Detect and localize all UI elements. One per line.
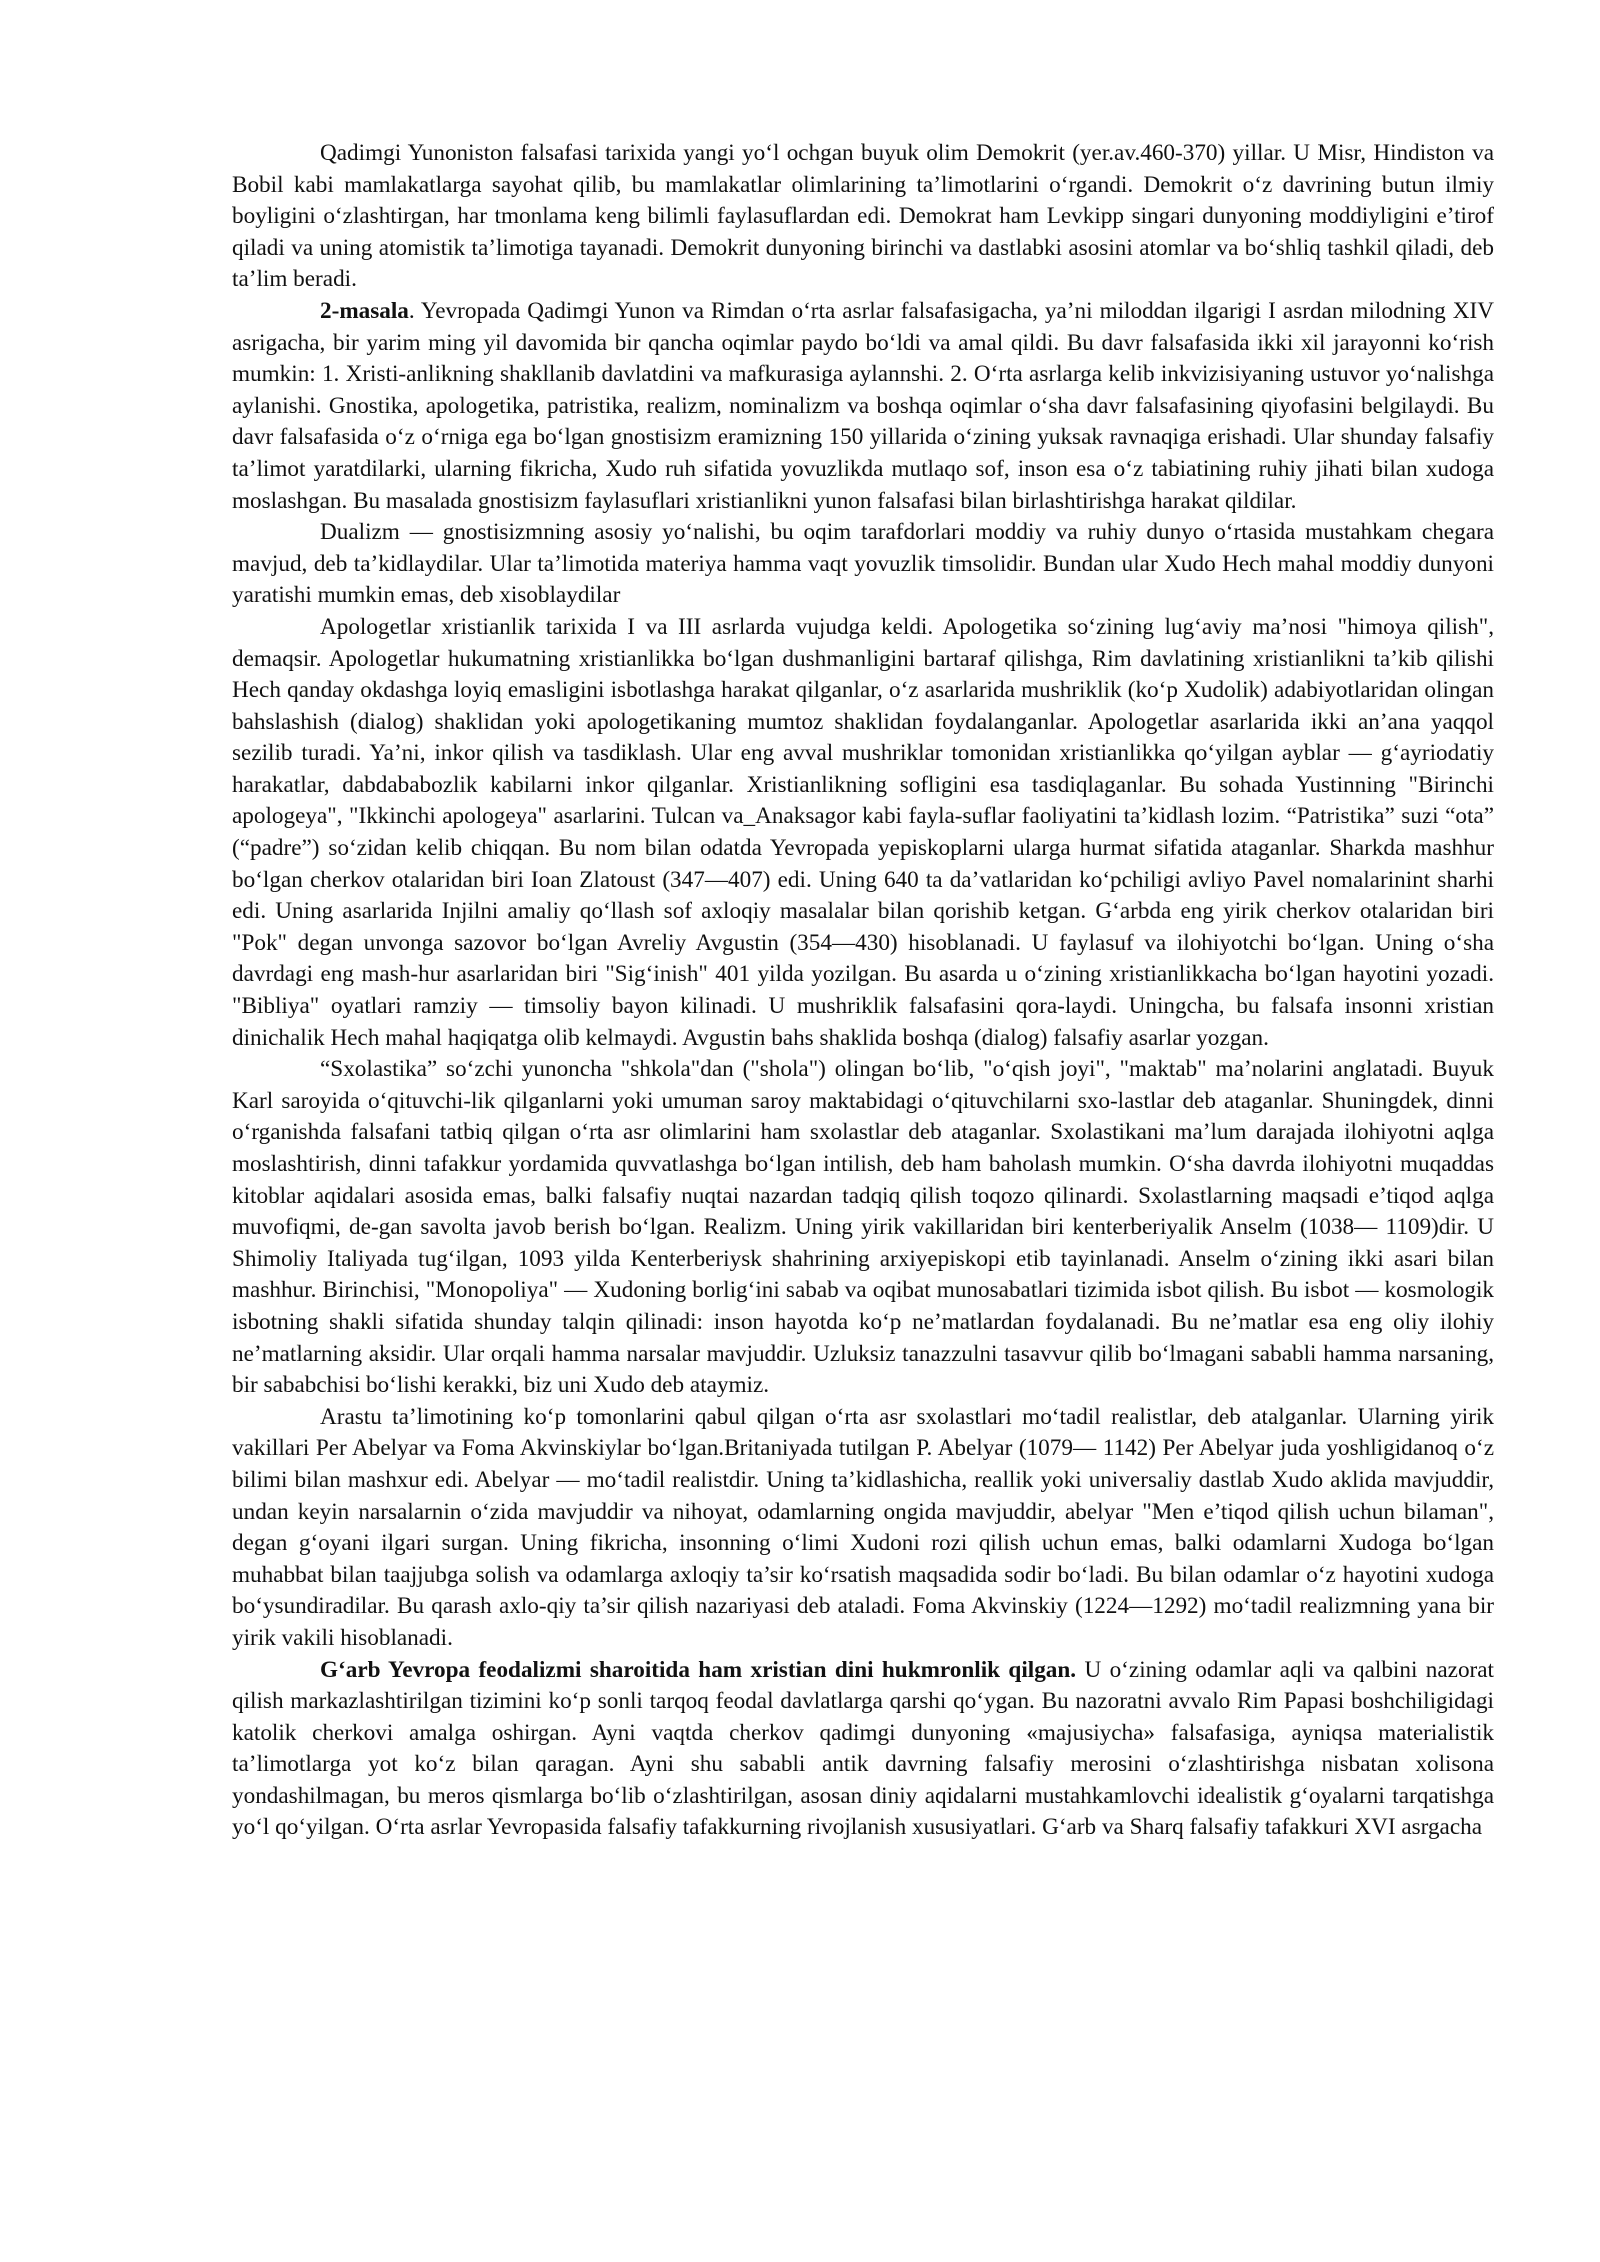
paragraph-text: Apologetlar xristianlik tarixida I va III asrlarda vujudga keldi. Apologetika so‘zining lug‘aviy ma’nosi "himoya qilish", demaqsir. Apologetlar hukumatning xristianlikka bo‘lgan dushmanligini bartaraf qilishga, Rim davlatining xristianlikni ta’kib qilishi Hech qanday okdashga loyiq emasligini isbotlashga harakat qilganlar, o‘z asarlarida mushriklik (ko‘p Xudolik) adabiyotlaridan olingan bahslashish (dialog) shaklidan yoki apologetikaning mumtoz shaklidan foydalanganlar. Apologetlar asarlarida ikki an’ana yaqqol sezilib turadi. Ya’ni, inkor qilish va tasdiklash. Ular eng avval mushriklar tomonidan xristianlikka qo‘yilgan ayblar — g‘ayriodatiy harakatlar, dabdababozlik kabilarni inkor qilganlar. Xristianlikning sofligini esa tasdiqlaganlar. Bu sohada Yustinning "Birinchi apologeya", "Ikkinchi apologeya" asarlarini. Tulcan va_Anaksagor kabi fayla-suflar faoliyatini ta’kidlash lozim. “Patristika” suzi “ota” (“padre”) so‘zidan kelib chiqqan. Bu nom bilan odatda Yevropada yepiskoplarni ularga hurmat sifatida ataganlar. Sharkda mashhur bo‘lgan cherkov otalaridan biri Ioan Zlatoust (347—407) edi. Uning 640 ta da’vatlaridan ko‘pchiligi avliyo Pavel nomalarinint sharhi edi. Uning asarlarida Injilni amaliy qo‘llash sof axloqiy masalalar bilan qorishib ketgan. G‘arbda eng yirik cherkov otalaridan biri "Pok" degan unvonga sazovor bo‘lgan Avreliy Avgustin (354—430) hisoblanadi. U faylasuf va ilohiyotchi bo‘lgan. Uning o‘sha davrdagi eng mash-hur asarlaridan biri "Sig‘inish" 401 yilda yozilgan. Bu asarda u o‘zining xristianlikkacha bo‘lgan hayotini yozadi. "Bibliya" oyatlari ramziy — timsoliy bayon kilinadi. U mushriklik falsafasini qora-laydi. Uningcha, bu falsafa insonni xristian dinichalik Hech mahal haqiqatga olib kelmaydi. Avgustin bahs shaklida boshqa (dialog) falsafiy asarlar yozgan. (232, 613, 1494, 1051)
paragraph-sxolastika (232, 1054, 1494, 1402)
document-page (232, 138, 1494, 1844)
paragraph-text: Arastu ta’limotining ko‘p tomonlarini qabul qilgan o‘rta asr sxolastlari mo‘tadil realistlar, deb atalganlar. Ularning yirik vakillari Per Abelyar va Foma Akvinskiylar bo‘lgan.Britaniyada tutilgan P. Abelyar (1079— 1142) Per Abelyar juda yoshligidanoq o‘z bilimi bilan mashxur edi. Abelyar — mo‘tadil realistdir. Uning ta’kidlashicha, reallik yoki universaliy dastlab Xudo aklida mavjuddir, undan keyin narsalarnin o‘zida mavjuddir va nihoyat, odamlarning ongida mavjuddir, abelyar "Men e’tiqod qilish uchun bilaman", degan g‘oyani ilgari surgan. Uning fikricha, insonning o‘limi Xudoni rozi qilish uchun emas, balki odamlarni Xudoga bo‘lgan muhabbat bilan taajjubga solish va odamlarga axloqiy ta’sir ko‘rsatish maqsadida sodir bo‘ladi. Bu bilan odamlar o‘z hayotini xudoga bo‘ysundiradilar. Bu qarash axlo-qiy ta’sir qilish nazariyasi deb ataladi. Foma Akvinskiy (1224—1292) mo‘tadil realizmning yana bir yirik vakili hisoblanadi. (232, 1403, 1494, 1651)
paragraph-garb-yevropa (232, 1655, 1494, 1845)
paragraph-arastu (232, 1402, 1494, 1655)
paragraph-text: U o‘zining odamlar aqli va qalbini nazorat qilish markazlashtirilgan tizimini ko‘p sonli tarqoq feodal davlatlarga qarshi qo‘ygan. Bu nazoratni avvalo Rim Papasi boshchiligidagi katolik cherkovi amalga oshirgan. Ayni vaqtda cherkov qadimgi dunyoning «majusiycha» falsafasiga, ayniqsa materialistik ta’limotlarga yot ko‘z bilan qaragan. Ayni shu sababli antik davrning falsafiy merosini o‘zlashtirishga nisbatan xolisona yondashilmagan, bu meros qismlarga bo‘lib o‘zlashtirilgan, asosan diniy aqidalarni mustahkamlovchi idealistik g‘oyalarni tarqatishga yo‘l qo‘yilgan. O‘rta asrlar Yevropasida falsafiy tafakkurning rivojlanish xususiyatlari. G‘arb va Sharq falsafiy tafakkuri XVI asrgacha (232, 1656, 1494, 1841)
paragraph-apologetlar (232, 612, 1494, 1054)
paragraph-demokrit (232, 138, 1494, 296)
paragraph-heading: G‘arb Yevropa feodalizmi sharoitida ham xristian dini hukmronlik qilgan. (320, 1656, 1077, 1683)
paragraph-text: Qadimgi Yunoniston falsafasi tarixida yangi yo‘l ochgan buyuk olim Demokrit (yer.av.460-370) yillar. U Misr, Hindiston va Bobil kabi mamlakatlarga sayohat qilib, bu mamlakatlar olimlarining ta’limotlarini o‘rgandi. Demokrit o‘z davrining butun ilmiy boyligini o‘zlashtirgan, har tmonlama keng bilimli faylasuflardan edi. Demokrat ham Levkipp singari dunyoning moddiyligini e’tirof qiladi va uning atomistik ta’limotiga tayanadi. Demokrit dunyoning birinchi va dastlabki asosini atomlar va bo‘shliq tashkil qiladi, deb ta’lim beradi. (232, 140, 1494, 293)
paragraph-text: “Sxolastika” so‘zchi yunoncha "shkola"dan ("shola") olingan bo‘lib, "o‘qish joyi", "maktab" ma’nolarini anglatadi. Buyuk Karl saroyida o‘qituvchi-lik qilganlarni yoki umuman saroy maktabidagi o‘qituvchilarni sxo-lastlar deb ataganlar. Shuningdek, dinni o‘rganishda falsafani tatbiq qilgan o‘rta asr olimlarini ham sxolastlar deb ataganlar. Sxolastikani ma’lum darajada ilohiyotni aqlga moslashtirish, dinni tafakkur yordamida quvvatlashga bo‘lgan intilish, deb ham baholash mumkin. O‘sha davrda ilohiyotni muqaddas kitoblar aqidalari asosida emas, balki falsafiy nuqtai nazardan tadqiq qilish toqozo qilinardi. Sxolastlarning maqsadi e’tiqod aqlga muvofiqmi, de-gan savolta javob berish bo‘lgan. Realizm. Uning yirik vakillaridan biri kenterberiyalik Anselm (1038— 1109)dir. U Shimoliy Italiyada tug‘ilgan, 1093 yilda Kenterberiysk shahrining arxiyepiskopi etib tayinlanadi. Anselm o‘zining ikki asari bilan mashhur. Birinchisi, "Monopoliya" — Xudoning borlig‘ini sabab va oqibat munosabatlari tizimida isbot qilish. Bu isbot — kosmologik isbotning shakli sifatida shunday talqin qilinadi: inson hayotda ko‘p ne’matlardan foydalanadi. Bu ne’matlar esa eng oliy ilohiy ne’matlarning aksidir. Ular orqali hamma narsalar mavjuddir. Uzluksiz tanazzulni tasavvur qilib bo‘lmagani sababli hamma narsaning, bir sababchisi bo‘lishi kerakki, biz uni Xudo deb ataymiz. (232, 1056, 1494, 1399)
paragraph-heading: 2-masala (320, 297, 409, 324)
paragraph-text: Dualizm — gnostisizmning asosiy yo‘nalishi, bu oqim tarafdorlari moddiy va ruhiy dunyo o‘rtasida mustahkam chegara mavjud, deb ta’kidlaydilar. Ular ta’limotida materiya hamma vaqt yovuzlik timsolidir. Bundan ular Xudo Hech mahal moddiy dunyoni yaratishi mumkin emas, deb xisoblaydilar (232, 519, 1494, 609)
paragraph-masala-2 (232, 296, 1494, 517)
paragraph-text: . Yevropada Qadimgi Yunon va Rimdan o‘rta asrlar falsafasigacha, ya’ni miloddan ilgarigi I asrdan milodning XIV asrigacha, bir yarim ming yil davomida bir qancha oqimlar paydo bo‘ldi va amal qildi. Bu davr falsafasida ikki xil jarayonni ko‘rish mumkin: 1. Xristi-anlikning shakllanib davlatdini va mafkurasiga aylannshi. 2. O‘rta asrlarga kelib inkvizisiyaning ustuvor yo‘nalishga aylanishi. Gnostika, apologetika, patristika, realizm, nominalizm va boshqa oqimlar o‘sha davr falsafasining qiyofasini belgilaydi. Bu davr falsafasida o‘z o‘rniga ega bo‘lgan gnostisizm eramizning 150 yillarida o‘zining yuksak ravnaqiga erishadi. Ular shunday falsafiy ta’limot yaratdilarki, ularning fikricha, Xudo ruh sifatida yovuzlikda mutlaqo sof, inson esa o‘z tabiatining ruhiy jihati bilan xudoga moslashgan. Bu masalada gnostisizm faylasuflari xristianlikni yunon falsafasi bilan birlashtirishga harakat qildilar. (232, 297, 1494, 514)
paragraph-dualizm (232, 517, 1494, 612)
